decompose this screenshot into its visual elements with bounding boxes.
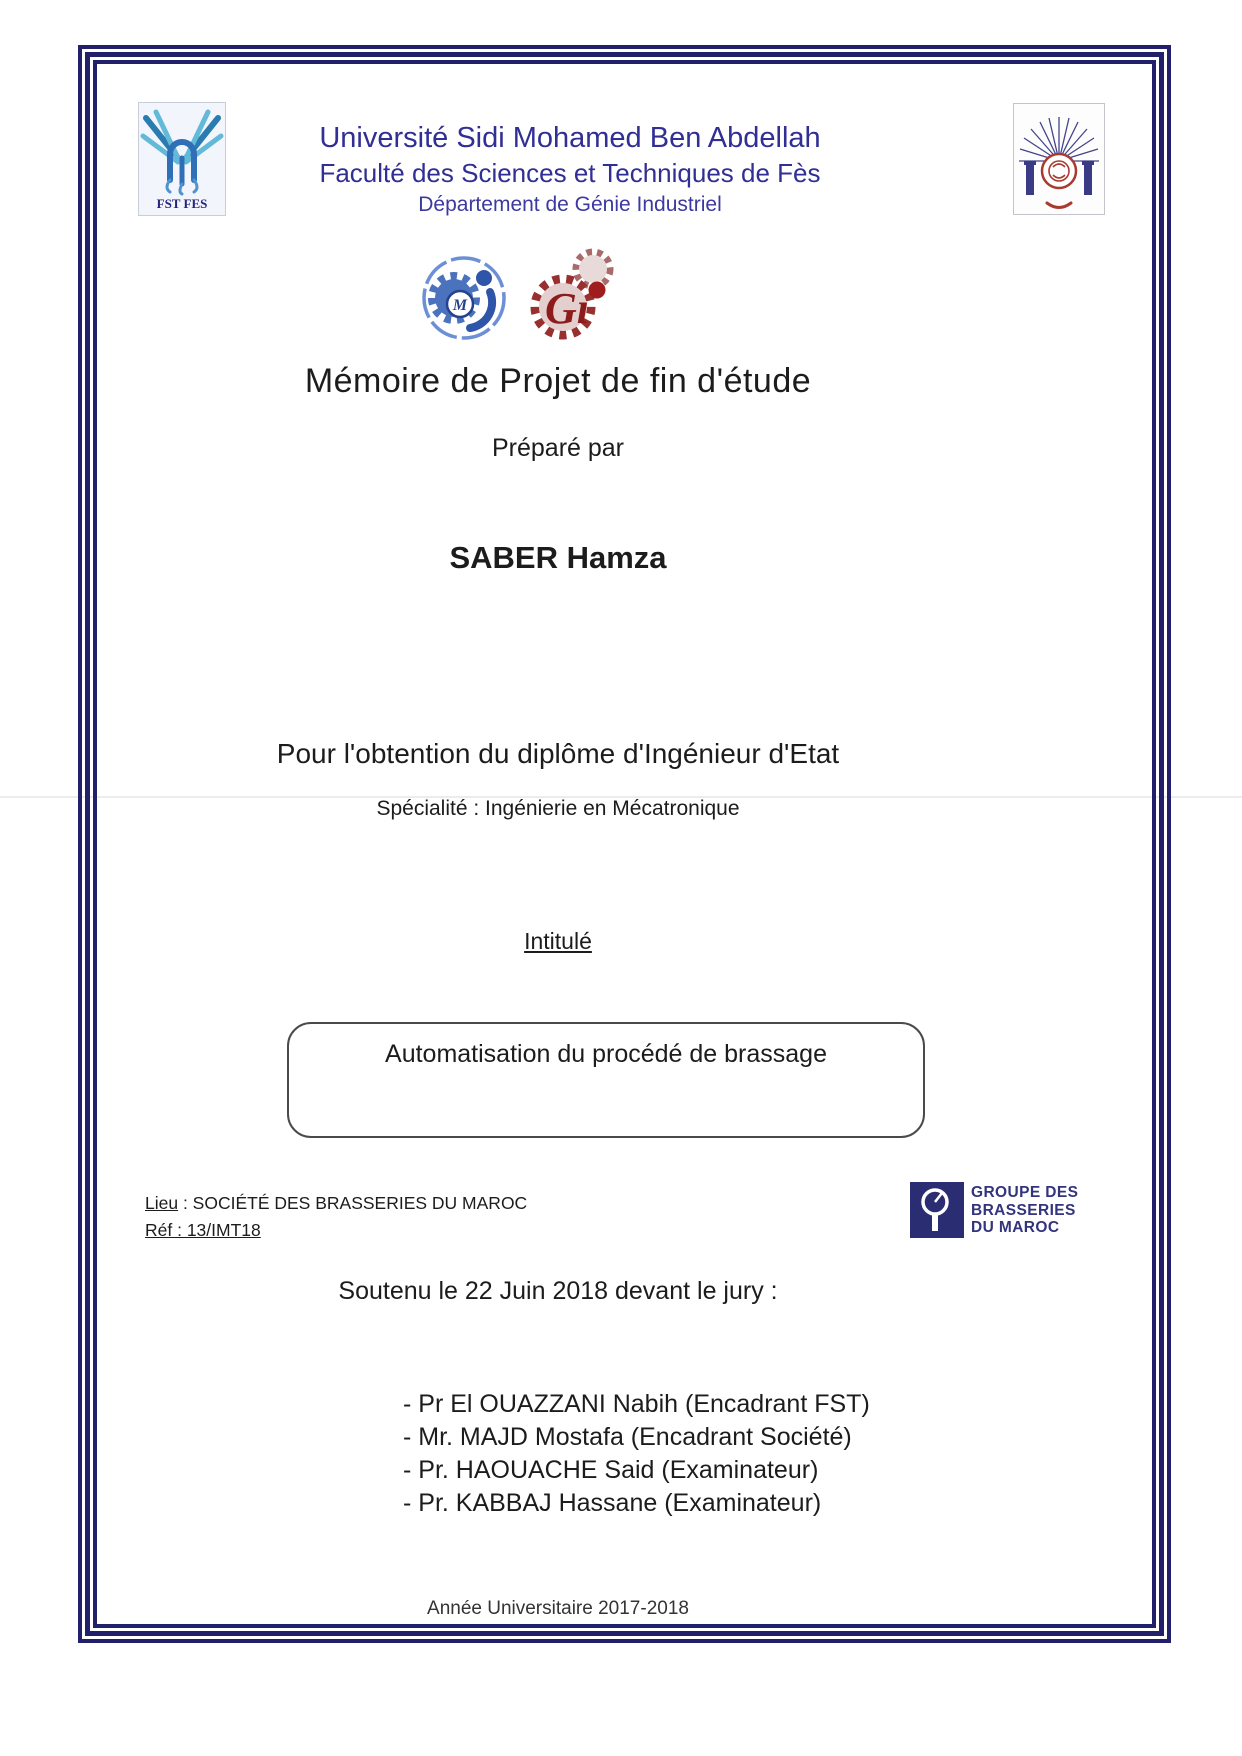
- fst-fes-logo: [138, 102, 226, 216]
- university-name: Université Sidi Mohamed Ben Abdellah: [319, 122, 821, 154]
- genie-industriel-logo: [525, 245, 618, 347]
- jury-item: - Pr. KABBAJ Hassane (Examinateur): [403, 1489, 822, 1517]
- mecatronique-logo: [418, 252, 510, 344]
- lieu-label: Lieu: [145, 1193, 179, 1213]
- specialty-line: Spécialité : Ingénierie en Mécatronique: [376, 797, 740, 820]
- fst-fes-logo-icon: [138, 102, 226, 216]
- prepared-by-label: Préparé par: [491, 434, 625, 462]
- document-type-title: Mémoire de Projet de fin d'étude: [304, 362, 812, 400]
- gi-logo-icon: [525, 245, 618, 347]
- author-name: SABER Hamza: [449, 540, 667, 575]
- brasseries-logo-icon: [910, 1182, 964, 1238]
- location-line: [145, 1190, 527, 1217]
- degree-line: Pour l'obtention du diplôme d'Ingénieur d'Etat: [276, 738, 840, 769]
- ref-line: Réf : 13/IMT18: [145, 1220, 261, 1240]
- usmba-seal-icon: [1013, 103, 1105, 215]
- svg-text:M: M: [452, 297, 468, 314]
- jury-list: [403, 1388, 870, 1520]
- svg-text:FST FES: FST FES: [156, 196, 208, 211]
- project-title: Automatisation du procédé de brassage: [385, 1040, 827, 1068]
- title-label: Intitulé: [524, 928, 592, 954]
- university-header: [240, 120, 900, 220]
- department-name: Département de Génie Industriel: [418, 193, 722, 216]
- svg-text:Gı: Gı: [545, 284, 589, 333]
- jury-item: - Pr El OUAZZANI Nabih (Encadrant FST): [403, 1390, 870, 1418]
- lieu-value: : SOCIÉTÉ DES BRASSERIES DU MAROC: [178, 1193, 528, 1213]
- jury-item: - Mr. MAJD Mostafa (Encadrant Société): [403, 1423, 852, 1451]
- usmba-seal-logo: [1013, 103, 1105, 215]
- mecatronique-logo-icon: [418, 252, 510, 344]
- faculty-name: Faculté des Sciences et Techniques de Fès: [319, 158, 821, 188]
- academic-year: Année Universitaire 2017-2018: [427, 1598, 689, 1619]
- brasseries-logo-text: GROUPE DES BRASSERIES DU MAROC: [971, 1184, 1079, 1236]
- location-block: [145, 1190, 527, 1244]
- defense-line: Soutenu le 22 Juin 2018 devant le jury :: [338, 1277, 778, 1305]
- project-title-box: [287, 1022, 925, 1138]
- brasseries-logo: [910, 1182, 1078, 1238]
- jury-item: - Pr. HAOUACHE Said (Examinateur): [403, 1456, 819, 1484]
